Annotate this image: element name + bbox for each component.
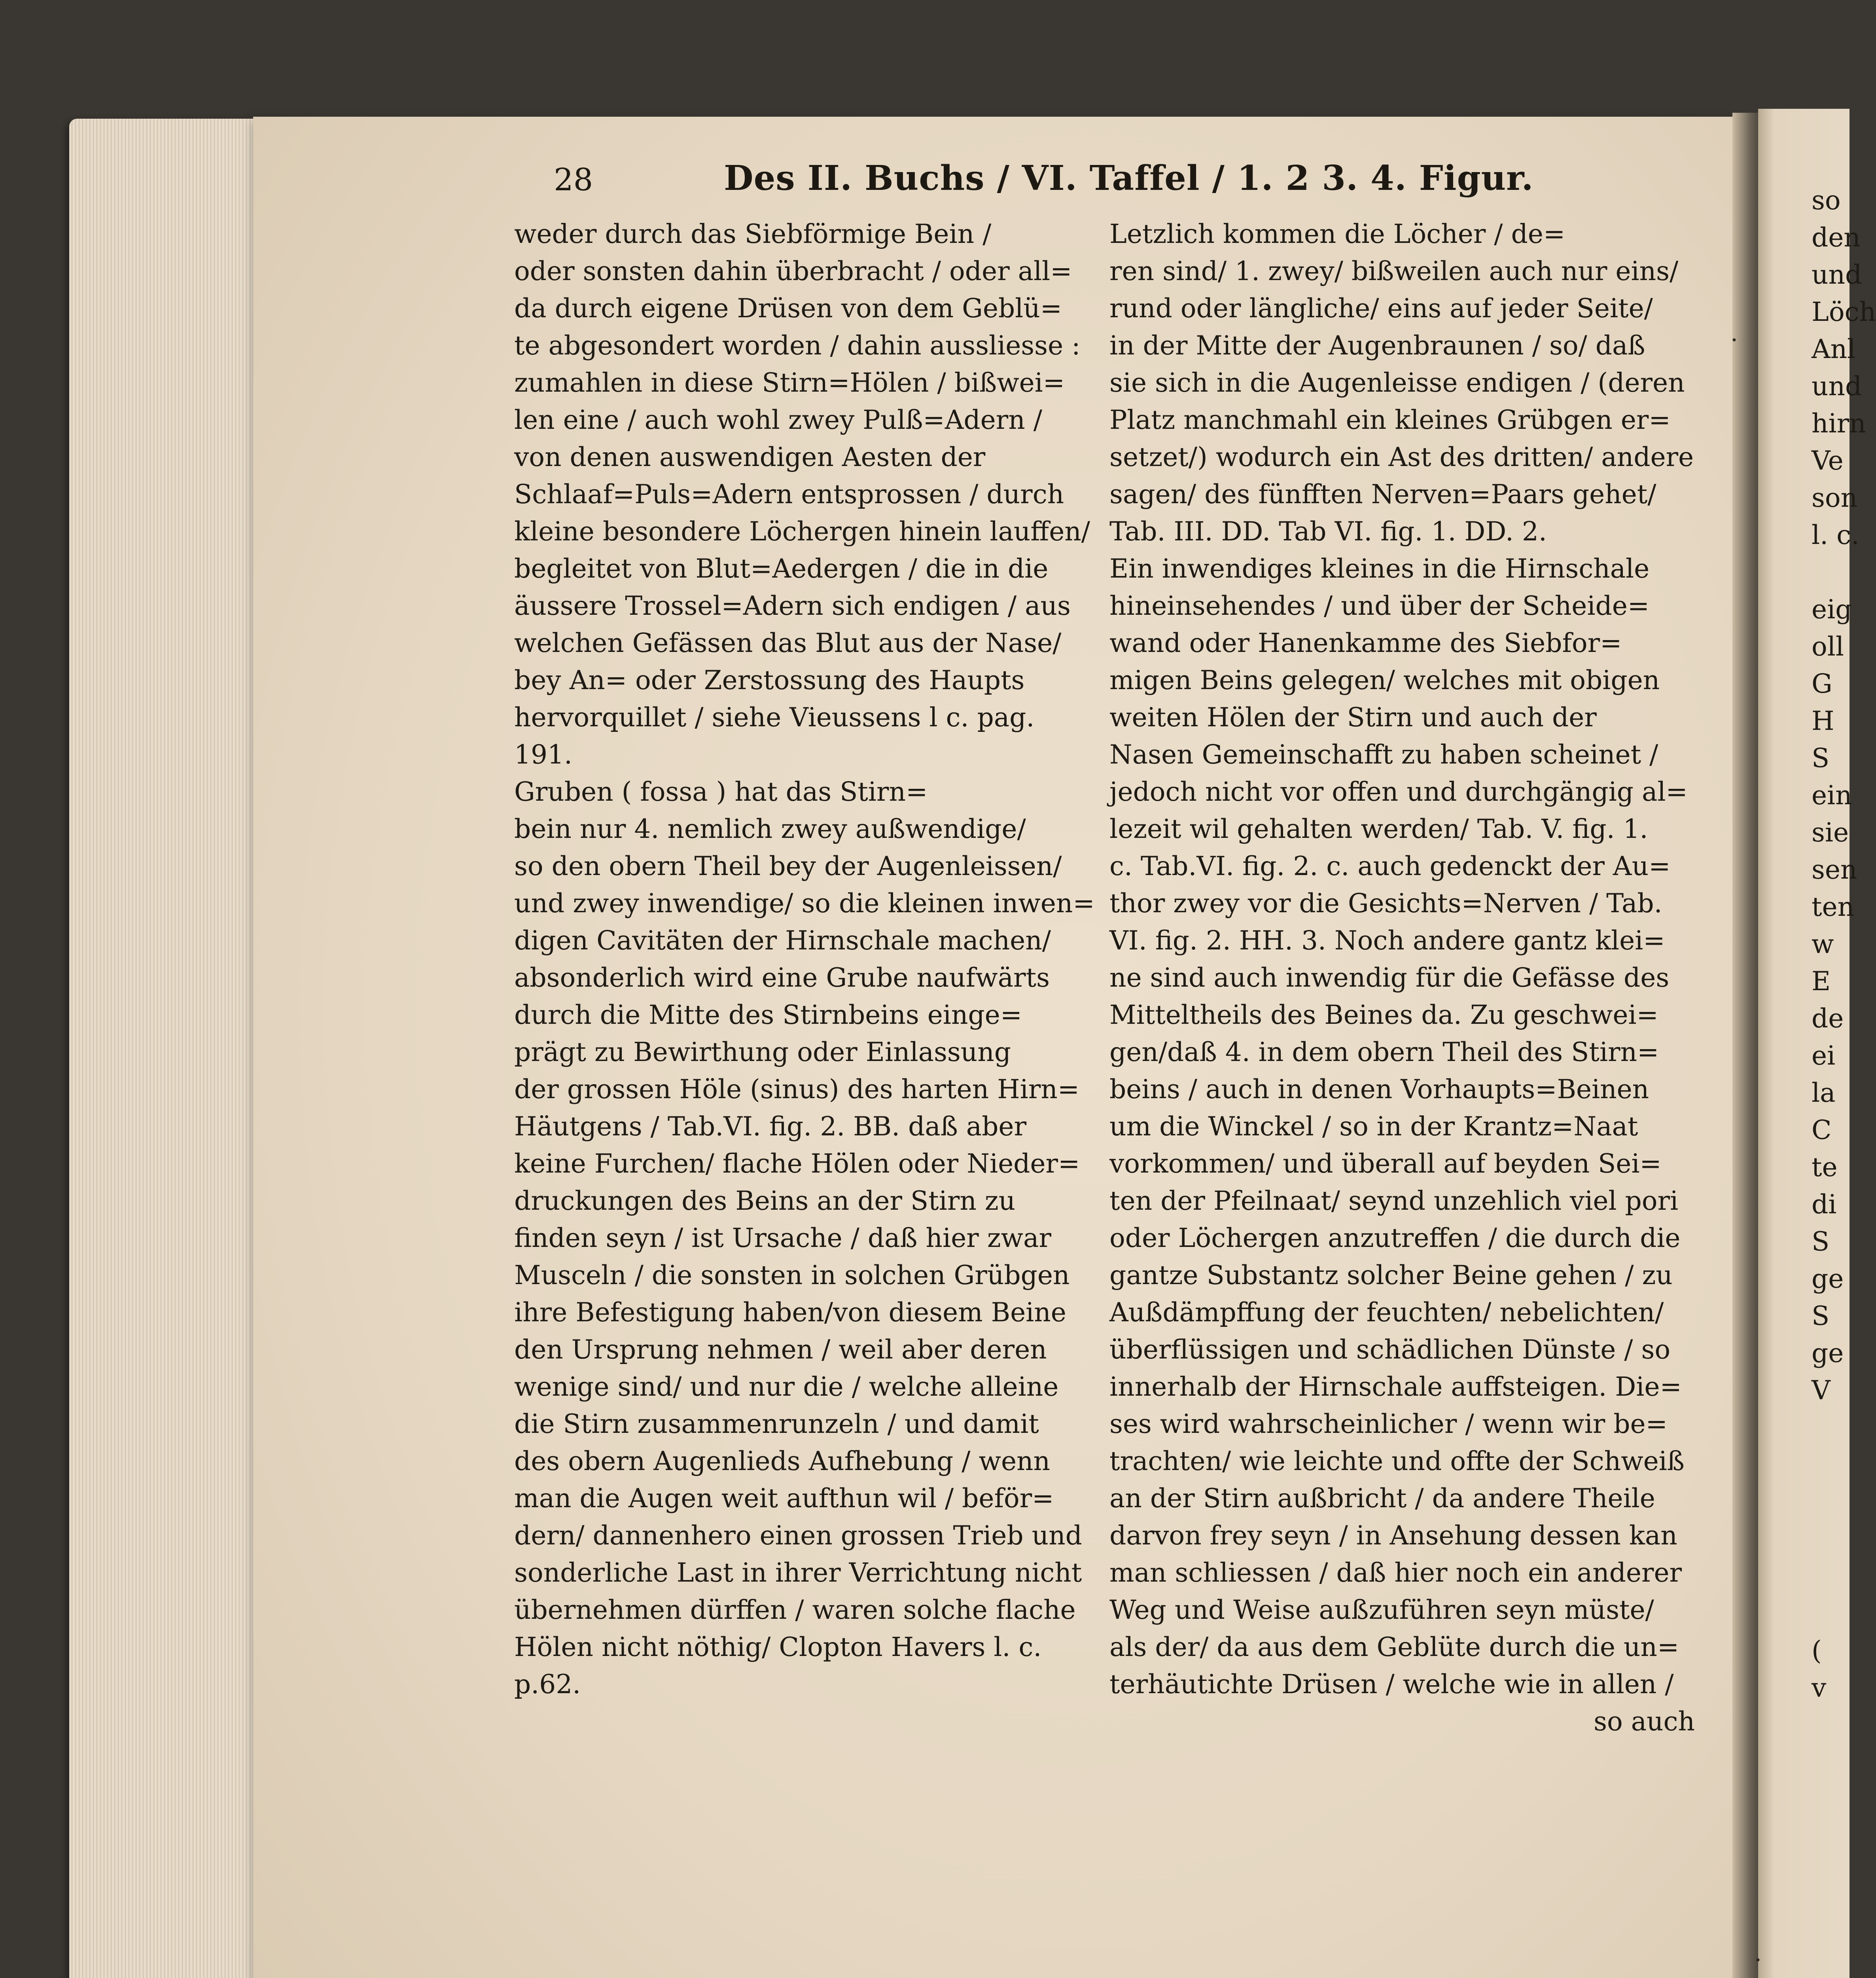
text-line: hineinsehendes / und über der Scheide=: [1109, 591, 1650, 621]
text-line: hirn: [1812, 408, 1866, 439]
text-line: den Ursprung nehmen / weil aber deren: [514, 1334, 1047, 1365]
text-line: Hölen nicht nöthig/ Clopton Havers l. c.: [514, 1632, 1042, 1662]
text-line: und: [1812, 371, 1862, 402]
text-line: E: [1812, 966, 1831, 997]
text-line: [1812, 1484, 1876, 1521]
text-line: in der Mitte der Augenbraunen / so/ daß: [1109, 330, 1645, 361]
text-line: wenige sind/ und nur die / welche alleine: [514, 1372, 1059, 1402]
text-line: c. Tab.VI. fig. 2. c. auch gedenckt der Au=: [1109, 851, 1671, 881]
text-line: ren sind/ 1. zwey/ bißweilen auch nur eins/: [1109, 256, 1679, 286]
text-line: trachten/ wie leichte und offte der Schweiß: [1109, 1446, 1685, 1476]
text-line: ten der Pfeilnaat/ seynd unzehlich viel pori: [1109, 1186, 1679, 1216]
text-line: Ein inwendiges kleines in die Hirnschale: [1109, 553, 1650, 584]
text-line: prägt zu Bewirthung oder Einlassung: [514, 1037, 1011, 1067]
running-head: Des II. Buchs / VI. Taffel / 1. 2 3. 4. Figur.: [724, 158, 1534, 198]
text-line: te abgesondert worden / dahin aussliesse :: [514, 330, 1081, 361]
text-line: H: [1812, 706, 1834, 736]
text-column-next-page: [1812, 182, 1876, 1707]
text-line: weder durch das Siebförmige Bein /: [514, 219, 992, 249]
text-line: sonderliche Last in ihrer Verrichtung nicht: [514, 1557, 1082, 1588]
text-line: beins / auch in denen Vorhaupts=Beinen: [1109, 1074, 1649, 1105]
text-line: setzet/) wodurch ein Ast des dritten/ andere: [1109, 442, 1694, 472]
text-line: Musceln / die sonsten in solchen Grübgen: [514, 1260, 1070, 1290]
text-line: hervorquillet / siehe Vieussens l c. pag.: [514, 702, 1035, 733]
text-line: rund oder längliche/ eins auf jeder Seite/: [1109, 293, 1653, 324]
text-line: als der/ da aus dem Geblüte durch die un=: [1109, 1632, 1679, 1662]
text-line: len eine / auch wohl zwey Pulß=Adern /: [514, 405, 1042, 435]
text-line: an der Stirn außbricht / da andere Theile: [1109, 1483, 1655, 1514]
text-line: innerhalb der Hirnschale auffsteigen. Die=: [1109, 1372, 1682, 1402]
text-line: bein nur 4. nemlich zwey außwendige/: [514, 814, 1026, 844]
text-line: keine Furchen/ flache Hölen oder Nieder=: [514, 1148, 1080, 1179]
text-line: Anl: [1812, 334, 1856, 364]
text-line: S: [1812, 743, 1830, 773]
text-line: Gruben ( fossa ) hat das Stirn=: [514, 777, 928, 807]
text-line: um die Winckel / so in der Krantz=Naat: [1109, 1111, 1638, 1142]
text-line: bey An= oder Zerstossung des Haupts: [514, 665, 1025, 695]
text-line: l. c.: [1812, 520, 1860, 550]
text-line: [1812, 1558, 1876, 1595]
text-line: vorkommen/ und überall auf beyden Sei=: [1109, 1148, 1662, 1179]
text-line: ge: [1812, 1264, 1844, 1294]
text-line: eig: [1812, 594, 1852, 625]
text-line: des obern Augenlieds Aufhebung / wenn: [514, 1446, 1051, 1476]
text-line: lezeit wil gehalten werden/ Tab. V. fig. 1.: [1109, 814, 1648, 844]
text-line: de: [1812, 1003, 1844, 1034]
text-line: darvon frey seyn / in Ansehung dessen kan: [1109, 1520, 1677, 1551]
text-line: ein: [1812, 780, 1852, 811]
text-line: absonderlich wird eine Grube naufwärts: [514, 962, 1050, 993]
text-line: Schlaaf=Puls=Adern entsprossen / durch: [514, 479, 1064, 510]
text-line: druckungen des Beins an der Stirn zu: [514, 1186, 1016, 1216]
text-line: ne sind auch inwendig für die Gefässe des: [1109, 962, 1670, 993]
text-line: [1812, 1409, 1876, 1446]
text-line: thor zwey vor die Gesichts=Nerven / Tab.: [1109, 888, 1662, 919]
text-line: der grossen Höle (sinus) des harten Hirn=: [514, 1074, 1080, 1105]
text-line: und zwey inwendige/ so die kleinen inwen=: [514, 888, 1095, 919]
text-line: oder sonsten dahin überbracht / oder all=: [514, 256, 1072, 286]
text-line: da durch eigene Drüsen von dem Geblü=: [514, 293, 1062, 324]
text-line: wand oder Hanenkamme des Siebfor=: [1109, 628, 1622, 658]
text-line: den: [1812, 222, 1861, 253]
text-line: migen Beins gelegen/ welches mit obigen: [1109, 665, 1660, 695]
text-line: von denen auswendigen Aesten der: [514, 442, 986, 472]
text-line: Platz manchmahl ein kleines Grübgen er=: [1109, 405, 1671, 435]
text-line: w: [1812, 929, 1834, 959]
text-line: p.62.: [514, 1669, 581, 1699]
text-line: gantze Substantz solcher Beine gehen / zu: [1109, 1260, 1673, 1290]
text-line: kleine besondere Löchergen hinein lauffen/: [514, 516, 1090, 547]
text-line: äussere Trossel=Adern sich endigen / aus: [514, 591, 1071, 621]
text-line: oll: [1812, 631, 1844, 662]
text-line: Tab. III. DD. Tab VI. fig. 1. DD. 2.: [1109, 516, 1547, 547]
text-line: digen Cavitäten der Hirnschale machen/: [514, 925, 1051, 956]
text-line: S: [1812, 1301, 1830, 1331]
text-line: oder Löchergen anzutreffen / die durch die: [1109, 1223, 1681, 1253]
text-line: so den obern Theil bey der Augenleissen/: [514, 851, 1062, 881]
text-line: (: [1812, 1635, 1822, 1666]
text-line: die Stirn zusammenrunzeln / und damit: [514, 1409, 1039, 1439]
text-line: Nasen Gemeinschafft zu haben scheinet /: [1109, 739, 1658, 770]
text-line: ei: [1812, 1040, 1836, 1071]
text-line: gen/daß 4. in dem obern Theil des Stirn=: [1109, 1037, 1659, 1067]
text-column-left: [514, 216, 1095, 1703]
text-line: ge: [1812, 1338, 1844, 1368]
text-line: di: [1812, 1189, 1837, 1220]
text-line: man die Augen weit aufthun wil / beför=: [514, 1483, 1054, 1514]
text-line: VI. fig. 2. HH. 3. Noch andere gantz klei=: [1109, 925, 1665, 956]
text-line: son: [1812, 483, 1858, 513]
text-line: dern/ dannenhero einen grossen Trieb und: [514, 1520, 1082, 1551]
text-line: Ve: [1812, 445, 1844, 476]
text-line: so: [1812, 185, 1841, 216]
text-line: la: [1812, 1078, 1836, 1108]
text-line: ten: [1812, 892, 1855, 922]
text-column-right: [1109, 216, 1695, 1740]
text-line: sen: [1812, 854, 1857, 885]
text-line: G: [1812, 669, 1832, 699]
text-line: terhäutichte Drüsen / welche wie in allen /: [1109, 1669, 1674, 1699]
text-line: [1812, 554, 1876, 591]
text-line: C: [1812, 1115, 1832, 1145]
text-line: begleitet von Blut=Aedergen / die in die: [514, 553, 1049, 584]
text-line: sie: [1812, 817, 1849, 848]
text-line: Löch: [1812, 297, 1876, 327]
text-line: v: [1812, 1673, 1827, 1703]
text-line: weiten Hölen der Stirn und auch der: [1109, 702, 1597, 733]
text-line: sagen/ des fünfften Nerven=Paars gehet/: [1109, 479, 1656, 510]
text-line: [1812, 1595, 1876, 1632]
text-line: übernehmen dürffen / waren solche flache: [514, 1595, 1076, 1625]
text-line: Außdämpffung der feuchten/ nebelichten/: [1109, 1297, 1664, 1328]
text-line: te: [1812, 1152, 1838, 1182]
text-line: so auch: [1594, 1706, 1695, 1737]
text-line: finden seyn / ist Ursache / daß hier zwar: [514, 1223, 1051, 1253]
text-line: Mitteltheils des Beines da. Zu geschwei=: [1109, 1000, 1658, 1030]
text-line: zumahlen in diese Stirn=Hölen / bißwei=: [514, 368, 1065, 398]
text-line: überflüssigen und schädlichen Dünste / so: [1109, 1334, 1671, 1365]
text-line: 191.: [514, 739, 572, 770]
text-line: ihre Befestigung haben/von diesem Beine: [514, 1297, 1066, 1328]
page-header: [554, 158, 1701, 210]
ink-dot: ·: [1754, 1946, 1762, 1974]
text-line: Letzlich kommen die Löcher / de=: [1109, 219, 1566, 249]
text-line: jedoch nicht vor offen und durchgängig al=: [1109, 777, 1688, 807]
text-line: welchen Gefässen das Blut aus der Nase/: [514, 628, 1062, 658]
text-line: man schliessen / daß hier noch ein anderer: [1109, 1557, 1682, 1588]
text-line: Weg und Weise außzuführen seyn müste/: [1109, 1595, 1654, 1625]
ink-dot: ·: [1730, 326, 1738, 354]
text-line: und: [1812, 260, 1862, 290]
page-number: 28: [554, 162, 593, 198]
text-line: [1812, 1521, 1876, 1558]
text-line: V: [1812, 1375, 1831, 1406]
text-line: S: [1812, 1226, 1830, 1257]
text-line: sie sich in die Augenleisse endigen / (deren: [1109, 368, 1685, 398]
text-line: [1812, 1446, 1876, 1484]
text-line: durch die Mitte des Stirnbeins einge=: [514, 1000, 1022, 1030]
text-line: Häutgens / Tab.VI. fig. 2. BB. daß aber: [514, 1111, 1026, 1142]
text-line: ses wird wahrscheinlicher / wenn wir be=: [1109, 1409, 1668, 1439]
